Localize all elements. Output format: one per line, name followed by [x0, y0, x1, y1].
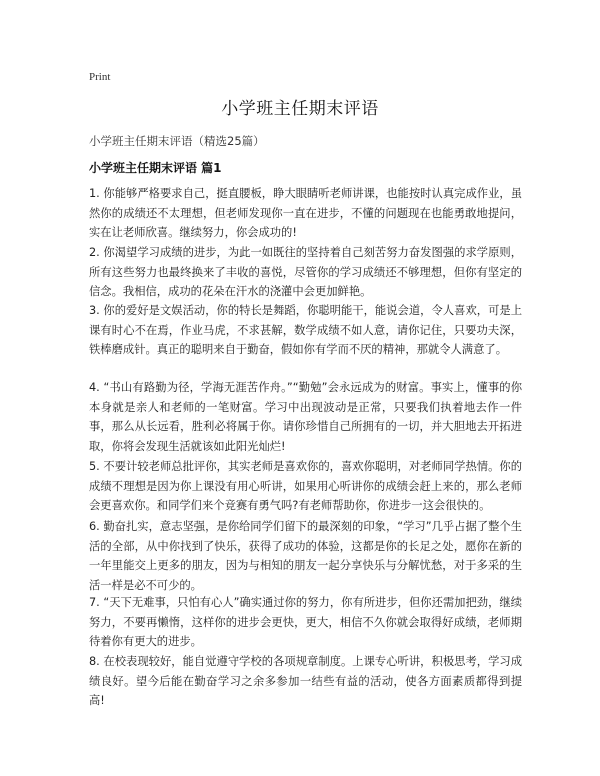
- document-title: 小学班主任期末评语: [221, 99, 379, 119]
- comment-paragraph-5: 5. 不要计较老师总批评你，其实老师是喜欢你的，喜欢你聪明，对老师同学热情。你的成绩不理想是因为你上课没有用心听讲，如果用心听讲你的成绩会赶上来的，那么老师会更喜欢你。和同学们来个竞赛有勇气吗?有老师帮助你，你进步一这会很快的。: [89, 460, 522, 512]
- comment-paragraph-7: 7. “天下无难事，只怕有心人”确实通过你的努力，你有所进步，但你还需加把劲，继续努力，不要再懒惰，这样你的进步会更快，更大，相信不久你就会取得好成绩，老师期待着你有更大的进步。: [89, 596, 522, 648]
- comment-paragraph-8: 8. 在校表现较好，能自觉遵守学校的各项规章制度。上课专心听讲，积极思考，学习成绩良好。望今后能在勤奋学习之余多参加一结些有益的活动，使各方面素质都得到提高!: [89, 655, 522, 707]
- comment-paragraph-3: 3. 你的爱好是文娱活动，你的特长是舞蹈，你聪明能干，能说会道，令人喜欢，可是上课有时心不在焉，作业马虎，不求甚解，数学成绩不如人意，请你记住，只要功夫深，铁棒磨成针。真正的聪明来自于勤奋，假如你有学而不厌的精神，那就令人满意了。: [89, 304, 522, 356]
- comment-paragraph-4: 4. “书山有路勤为径，学海无涯苦作舟。”“勤勉”会永远成为的财富。事实上，懂事的你本身就是亲人和老师的一笔财富。学习中出现波动是正常，只要我们执着地去作一件事，那么从长远看，胜利必将属于你。请你珍惜自己所拥有的一切，并大胆地去开拓进取，你将会发现生活就该如此阳光灿烂!: [89, 381, 522, 453]
- document-subtitle: 小学班主任期末评语（精选25篇）: [89, 134, 265, 148]
- section-heading: 小学班主任期末评语 篇1: [89, 161, 222, 175]
- print-label: Print: [89, 71, 111, 83]
- comment-paragraph-6: 6. 勤奋扎实，意志坚强，是你给同学们留下的最深刻的印象，“学习”几乎占据了整个生活的全部，从中你找到了快乐，获得了成功的体验，这都是你的长足之处，愿你在新的一年里能交上更多的朋友，因为与相知的朋友一起分享快乐与分解忧愁，对于多采的生活一样是必不可少的。: [89, 520, 522, 592]
- comment-paragraph-2: 2. 你渴望学习成绩的进步，为此一如既往的坚持着自己刻苦努力奋发图强的求学原则，所有这些努力也最终换来了丰收的喜悦，尽管你的学习成绩还不够理想，但你有坚定的信念。我相信，成功的花朵在汗水的浇灌中会更加鲜艳。: [89, 246, 522, 298]
- comment-paragraph-1: 1. 你能够严格要求自己，挺直腰板，睁大眼睛听老师讲课，也能按时认真完成作业，虽然你的成绩还不太理想，但老师发现你一直在进步，不懂的问题现在也能勇敢地提问，实在让老师欣喜。继续努力，你会成功的!: [89, 187, 522, 239]
